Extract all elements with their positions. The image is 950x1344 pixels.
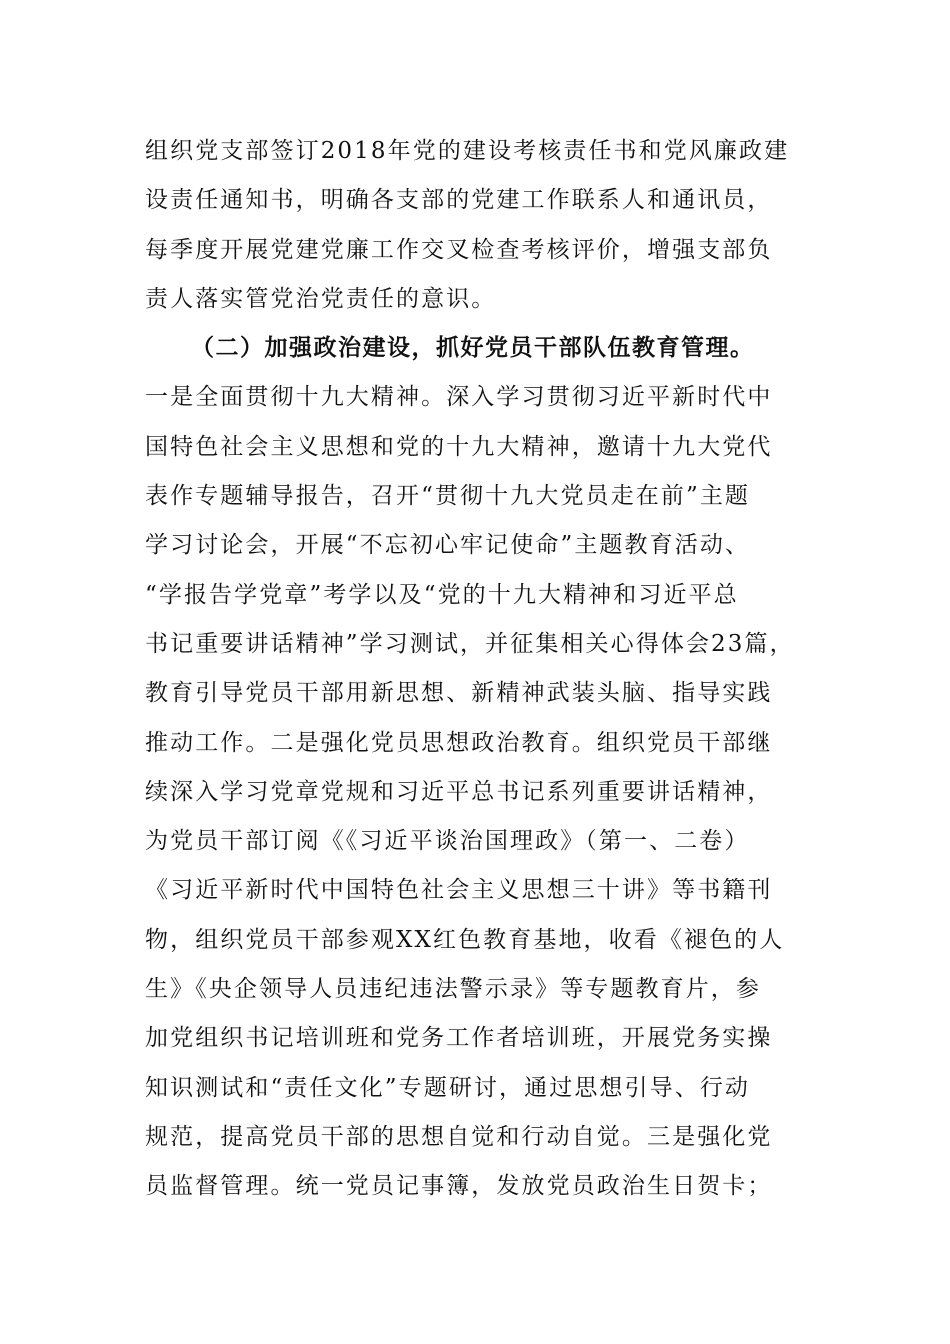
text-line: 为党员干部订阅《《习近平谈治国理政》（第一、二卷） (145, 828, 750, 855)
text-line: 一是全面贯彻十九大精神。深入学习贯彻习近平新时代中 (145, 384, 773, 411)
text-line: 规范，提高党员干部的思想自觉和行动自觉。三是强化党 (145, 1123, 773, 1150)
text-line: 组织党支部签订2018年党的建设考核责任书和党风廉政建 (145, 138, 790, 164)
body-text (145, 127, 825, 1212)
text-line: 责人落实管党治党责任的意识。 (145, 285, 497, 312)
text-line: 员监督管理。统一党员记事簿，发放党员政治生日贺卡； (145, 1173, 773, 1200)
text-line: 表作专题辅导报告，召开“贯彻十九大党员走在前”主题 (145, 483, 751, 510)
text-line: 续深入学习党章党规和习近平总书记系列重要讲话精神， (145, 778, 773, 805)
text-line: 设责任通知书，明确各支部的党建工作联系人和通讯员， (145, 187, 773, 214)
text-line: 书记重要讲话精神”学习测试，并征集相关心得体会23篇， (145, 630, 795, 657)
text-line: 国特色社会主义思想和党的十九大精神，邀请十九大党代 (145, 433, 773, 460)
text-line: 推动工作。二是强化党员思想政治教育。组织党员干部继 (145, 729, 773, 756)
text-line: 生》《央企领导人员违纪违法警示录》等专题教育片，参 (145, 976, 761, 1003)
text-line: 加党组织书记培训班和党务工作者培训班，开展党务实操 (145, 1025, 773, 1052)
section-heading: （二）加强政治建设，抓好党员干部队伍教育管理。 (191, 335, 755, 362)
text-line: 《习近平新时代中国特色社会主义思想三十讲》等书籍刊 (145, 877, 773, 904)
text-line: 物，组织党员干部参观XX红色教育基地，收看《褪色的人 (145, 926, 785, 953)
text-line: “学报告学党章”考学以及“党的十九大精神和习近平总 (145, 581, 739, 608)
text-line: 知识测试和“责任文化”专题研讨，通过思想引导、行动 (145, 1074, 751, 1101)
text-line: 每季度开展党建党廉工作交叉检查考核评价，增强支部负 (145, 236, 773, 263)
text-line: 学习讨论会，开展“不忘初心牢记使命”主题教育活动、 (145, 532, 751, 559)
text-line: 教育引导党员干部用新思想、新精神武装头脑、指导实践 (145, 680, 773, 707)
